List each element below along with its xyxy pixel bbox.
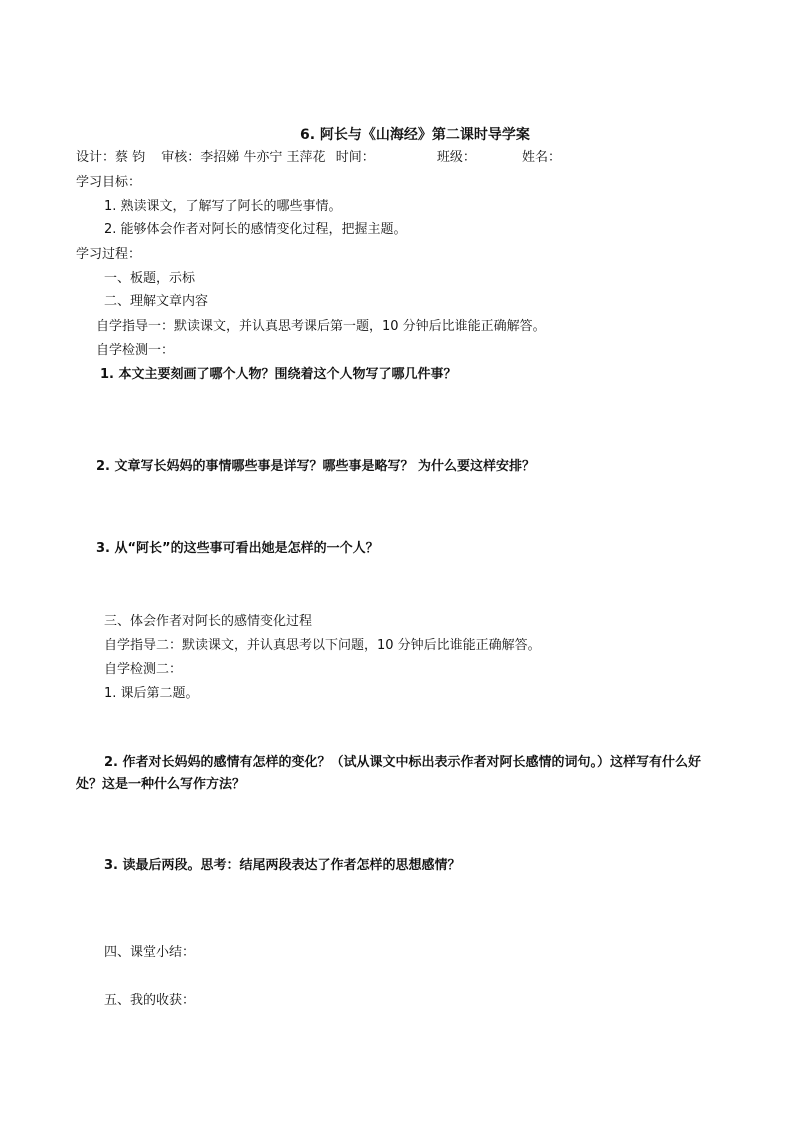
check-heading: 自学检测二： bbox=[104, 662, 183, 677]
question: 2. 文章写长妈妈的事情哪些事是详写？哪些事是略写？ 为什么要这样安排？ bbox=[96, 459, 536, 474]
time-field: 时间： bbox=[335, 150, 375, 165]
guide-text: 自学指导二：默读课文，并认真思考以下问题，10 分钟后比谁能正确解答。 bbox=[104, 638, 541, 653]
section-heading: 五、我的收获： bbox=[104, 993, 196, 1008]
question: 3. 读最后两段。思考：结尾两段表达了作者怎样的思想感情？ bbox=[104, 858, 461, 873]
class-field: 班级： bbox=[436, 150, 476, 165]
header-meta bbox=[76, 149, 561, 167]
section-heading: 二、理解文章内容 bbox=[104, 294, 209, 309]
section-heading: 四、课堂小结： bbox=[104, 945, 196, 960]
process-heading: 学习过程： bbox=[76, 247, 142, 262]
guide-text: 自学指导一：默读课文，并认真思考课后第一题，10 分钟后比谁能正确解答。 bbox=[96, 319, 546, 334]
section-heading: 一、板题，示标 bbox=[104, 271, 196, 286]
design-field: 设计：蔡 钧 bbox=[76, 150, 146, 165]
objectives-heading: 学习目标： bbox=[76, 175, 142, 190]
question: 1. 本文主要刻画了哪个人物？围绕着这个人物写了哪几件事？ bbox=[100, 367, 457, 382]
question: 2. 作者对长妈妈的感情有怎样的变化？（试从课文中标出表示作者对阿长感情的词句。）这样写有什么好处？这是一种什么写作方法？ bbox=[76, 755, 702, 792]
review-field: 审核：李招娣 牛亦宁 王萍花 bbox=[161, 150, 326, 165]
question: 3. 从“阿长”的这些事可看出她是怎样的一个人？ bbox=[96, 541, 379, 556]
objective-item: 1. 熟读课文，了解写了阿长的哪些事情。 bbox=[104, 199, 342, 214]
question: 1. 课后第二题。 bbox=[104, 686, 199, 701]
section-heading: 三、体会作者对阿长的感情变化过程 bbox=[104, 614, 313, 629]
page-title: 6. 阿长与《山海经》第二课时导学案 bbox=[300, 127, 530, 143]
check-heading: 自学检测一： bbox=[96, 343, 175, 358]
objective-item: 2. 能够体会作者对阿长的感情变化过程，把握主题。 bbox=[104, 222, 407, 237]
name-field: 姓名： bbox=[522, 150, 562, 165]
